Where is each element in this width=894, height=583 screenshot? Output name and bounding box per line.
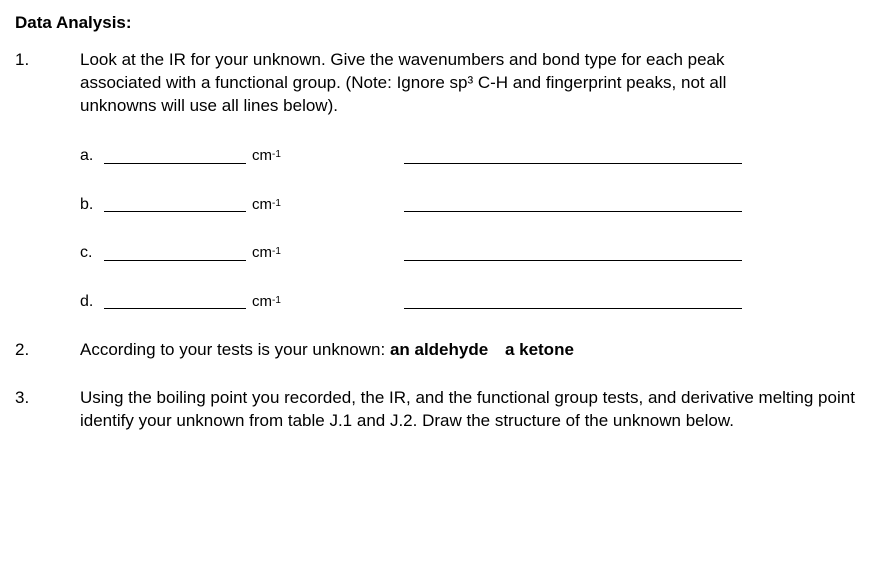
option-aldehyde[interactable]: an aldehyde [389, 340, 489, 359]
row-b-bond-type-blank[interactable] [404, 211, 742, 212]
question-3-text: Using the boiling point you recorded, the IR, and the functional group tests, and derivative melting point identify your unknown from table J.1 and J.2. Draw the structure of the unknown below. [80, 388, 855, 430]
row-b-unit: $cm^{-1}$ [252, 196, 281, 213]
question-1-text: Look at the IR for your unknown. Give the wavenumbers and bond type for each peak associated with a functional group. (Note: Ignore sp³ C-H and fingerprint peaks, not all unknowns will use all lines below). [80, 50, 727, 115]
row-b-letter: b. [80, 196, 94, 213]
row-c-unit: $cm^{-1}$ [252, 244, 281, 261]
row-c-wavenumber-blank[interactable] [104, 260, 246, 261]
row-c-bond-type-blank[interactable] [404, 260, 742, 261]
row-b-wavenumber-blank[interactable] [104, 211, 246, 212]
question-2-text [80, 340, 574, 360]
row-a-unit: $cm^{-1}$ [252, 147, 281, 164]
row-d-wavenumber-blank[interactable] [104, 308, 246, 309]
option-ketone[interactable]: a ketone [504, 340, 574, 359]
row-a-letter: a. [80, 147, 94, 164]
row-d-letter: d. [80, 293, 94, 310]
section-heading: Data Analysis: [15, 13, 132, 32]
row-a-wavenumber-blank[interactable] [104, 163, 246, 164]
row-d-bond-type-blank[interactable] [404, 308, 742, 309]
question-1-number: 1. [15, 50, 30, 69]
row-a-bond-type-blank[interactable] [404, 163, 742, 164]
row-c-letter: c. [80, 244, 93, 261]
row-d-unit: $cm^{-1}$ [252, 293, 281, 310]
question-2-prompt: According to your tests is your unknown: [80, 340, 386, 359]
question-2-number: 2. [15, 340, 30, 359]
question-3-number: 3. [15, 388, 30, 407]
